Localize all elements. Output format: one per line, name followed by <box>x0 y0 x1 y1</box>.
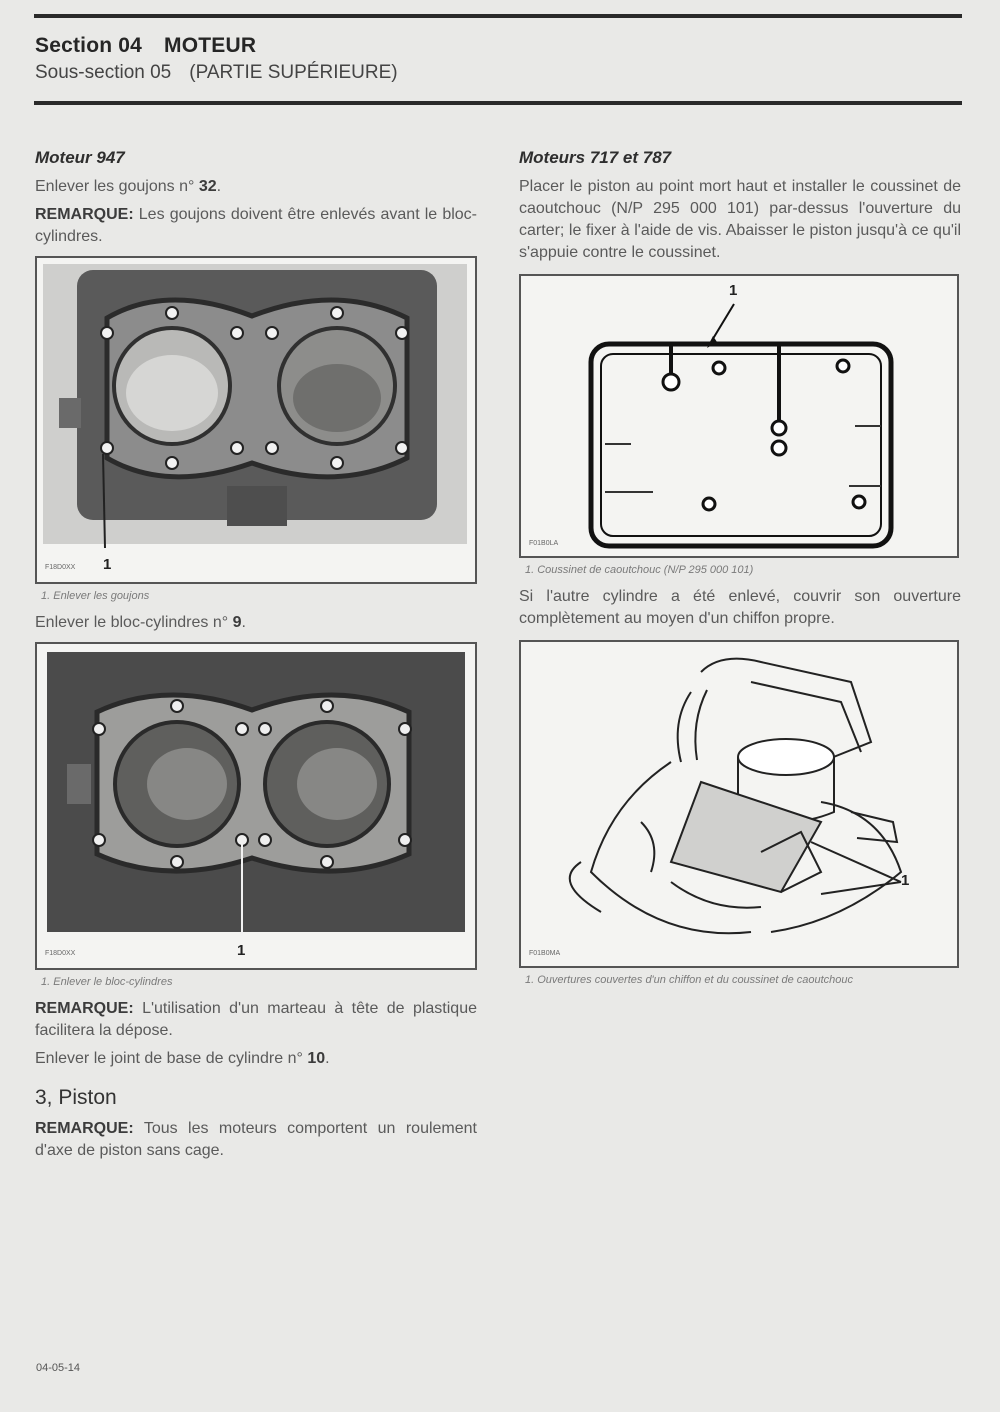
note-piston-bearing: REMARQUE: Tous les moteurs comportent un roulement d'axe de piston sans cage. <box>35 1120 477 1159</box>
figure-caption: 1. Enlever les goujons <box>41 590 150 602</box>
callout-number: 1 <box>237 942 246 959</box>
cylinder-block-photo <box>37 644 471 964</box>
callout-number: 1 <box>729 282 738 299</box>
figure-caption: 1. Coussinet de caoutchouc (N/P 295 000 101) <box>525 564 754 576</box>
step-cover-opening: Si l'autre cylindre a été enlevé, couvrir son ouverture complètement au moyen d'un chiffon propre. <box>519 588 961 627</box>
step-remove-cylinder-block: Enlever le bloc-cylindres n° 9. <box>35 614 246 631</box>
note-mallet: REMARQUE: L'utilisation d'un marteau à tête de plastique facilitera la dépose. <box>35 1000 477 1039</box>
step-remove-base-gasket: Enlever le joint de base de cylindre n° 10. <box>35 1050 330 1067</box>
note-studs: REMARQUE: Les goujons doivent être enlevés avant le bloc-cylindres. <box>35 206 477 245</box>
figure-id: F01B0MA <box>529 950 561 957</box>
figure-covered-openings <box>519 640 959 968</box>
callout-number: 1 <box>103 556 112 573</box>
section-number: Section 04 <box>35 34 143 57</box>
page-number: 04-05-14 <box>36 1362 81 1374</box>
engine-illustration <box>521 642 953 962</box>
subsection-number: Sous-section 05 <box>35 62 172 83</box>
cylinder-block-photo <box>37 258 471 578</box>
header-rule-bottom <box>34 101 962 105</box>
header-rule-top <box>34 14 962 18</box>
section-heading <box>35 34 256 58</box>
subsection-title: (PARTIE SUPÉRIEURE) <box>189 62 398 83</box>
section-heading-piston: 3, Piston <box>35 1086 117 1109</box>
right-column <box>519 148 961 996</box>
figure-id: F01B0LA <box>529 540 559 547</box>
figure-id: F18D0XX <box>45 564 76 571</box>
left-subhead: Moteur 947 <box>35 148 125 167</box>
section-title: MOTEUR <box>164 34 257 57</box>
figure-rubber-pad <box>519 274 959 558</box>
left-column <box>35 148 477 1168</box>
step-remove-studs: Enlever les goujons n° 32. <box>35 178 222 195</box>
right-subhead: Moteurs 717 et 787 <box>519 148 672 167</box>
figure-id: F18D0XX <box>45 950 76 957</box>
subsection-heading <box>35 62 398 84</box>
rubber-pad-diagram <box>521 276 953 552</box>
figure-caption: 1. Ouvertures couvertes d'un chiffon et du coussinet de caoutchouc <box>525 974 854 986</box>
figure-cylinder-block <box>35 642 477 970</box>
figure-cylinder-block-studs <box>35 256 477 584</box>
callout-number: 1 <box>901 872 910 889</box>
figure-caption: 1. Enlever le bloc-cylindres <box>41 976 173 988</box>
step-install-rubber-pad: Placer le piston au point mort haut et installer le coussinet de caoutchouc (N/P 295 000 101) par-dessus l'ouverture du carter; le fixer à l'aide de vis. Abaisser le piston jusqu'à ce qu'il s'appuie contre le coussinet. <box>519 178 961 261</box>
